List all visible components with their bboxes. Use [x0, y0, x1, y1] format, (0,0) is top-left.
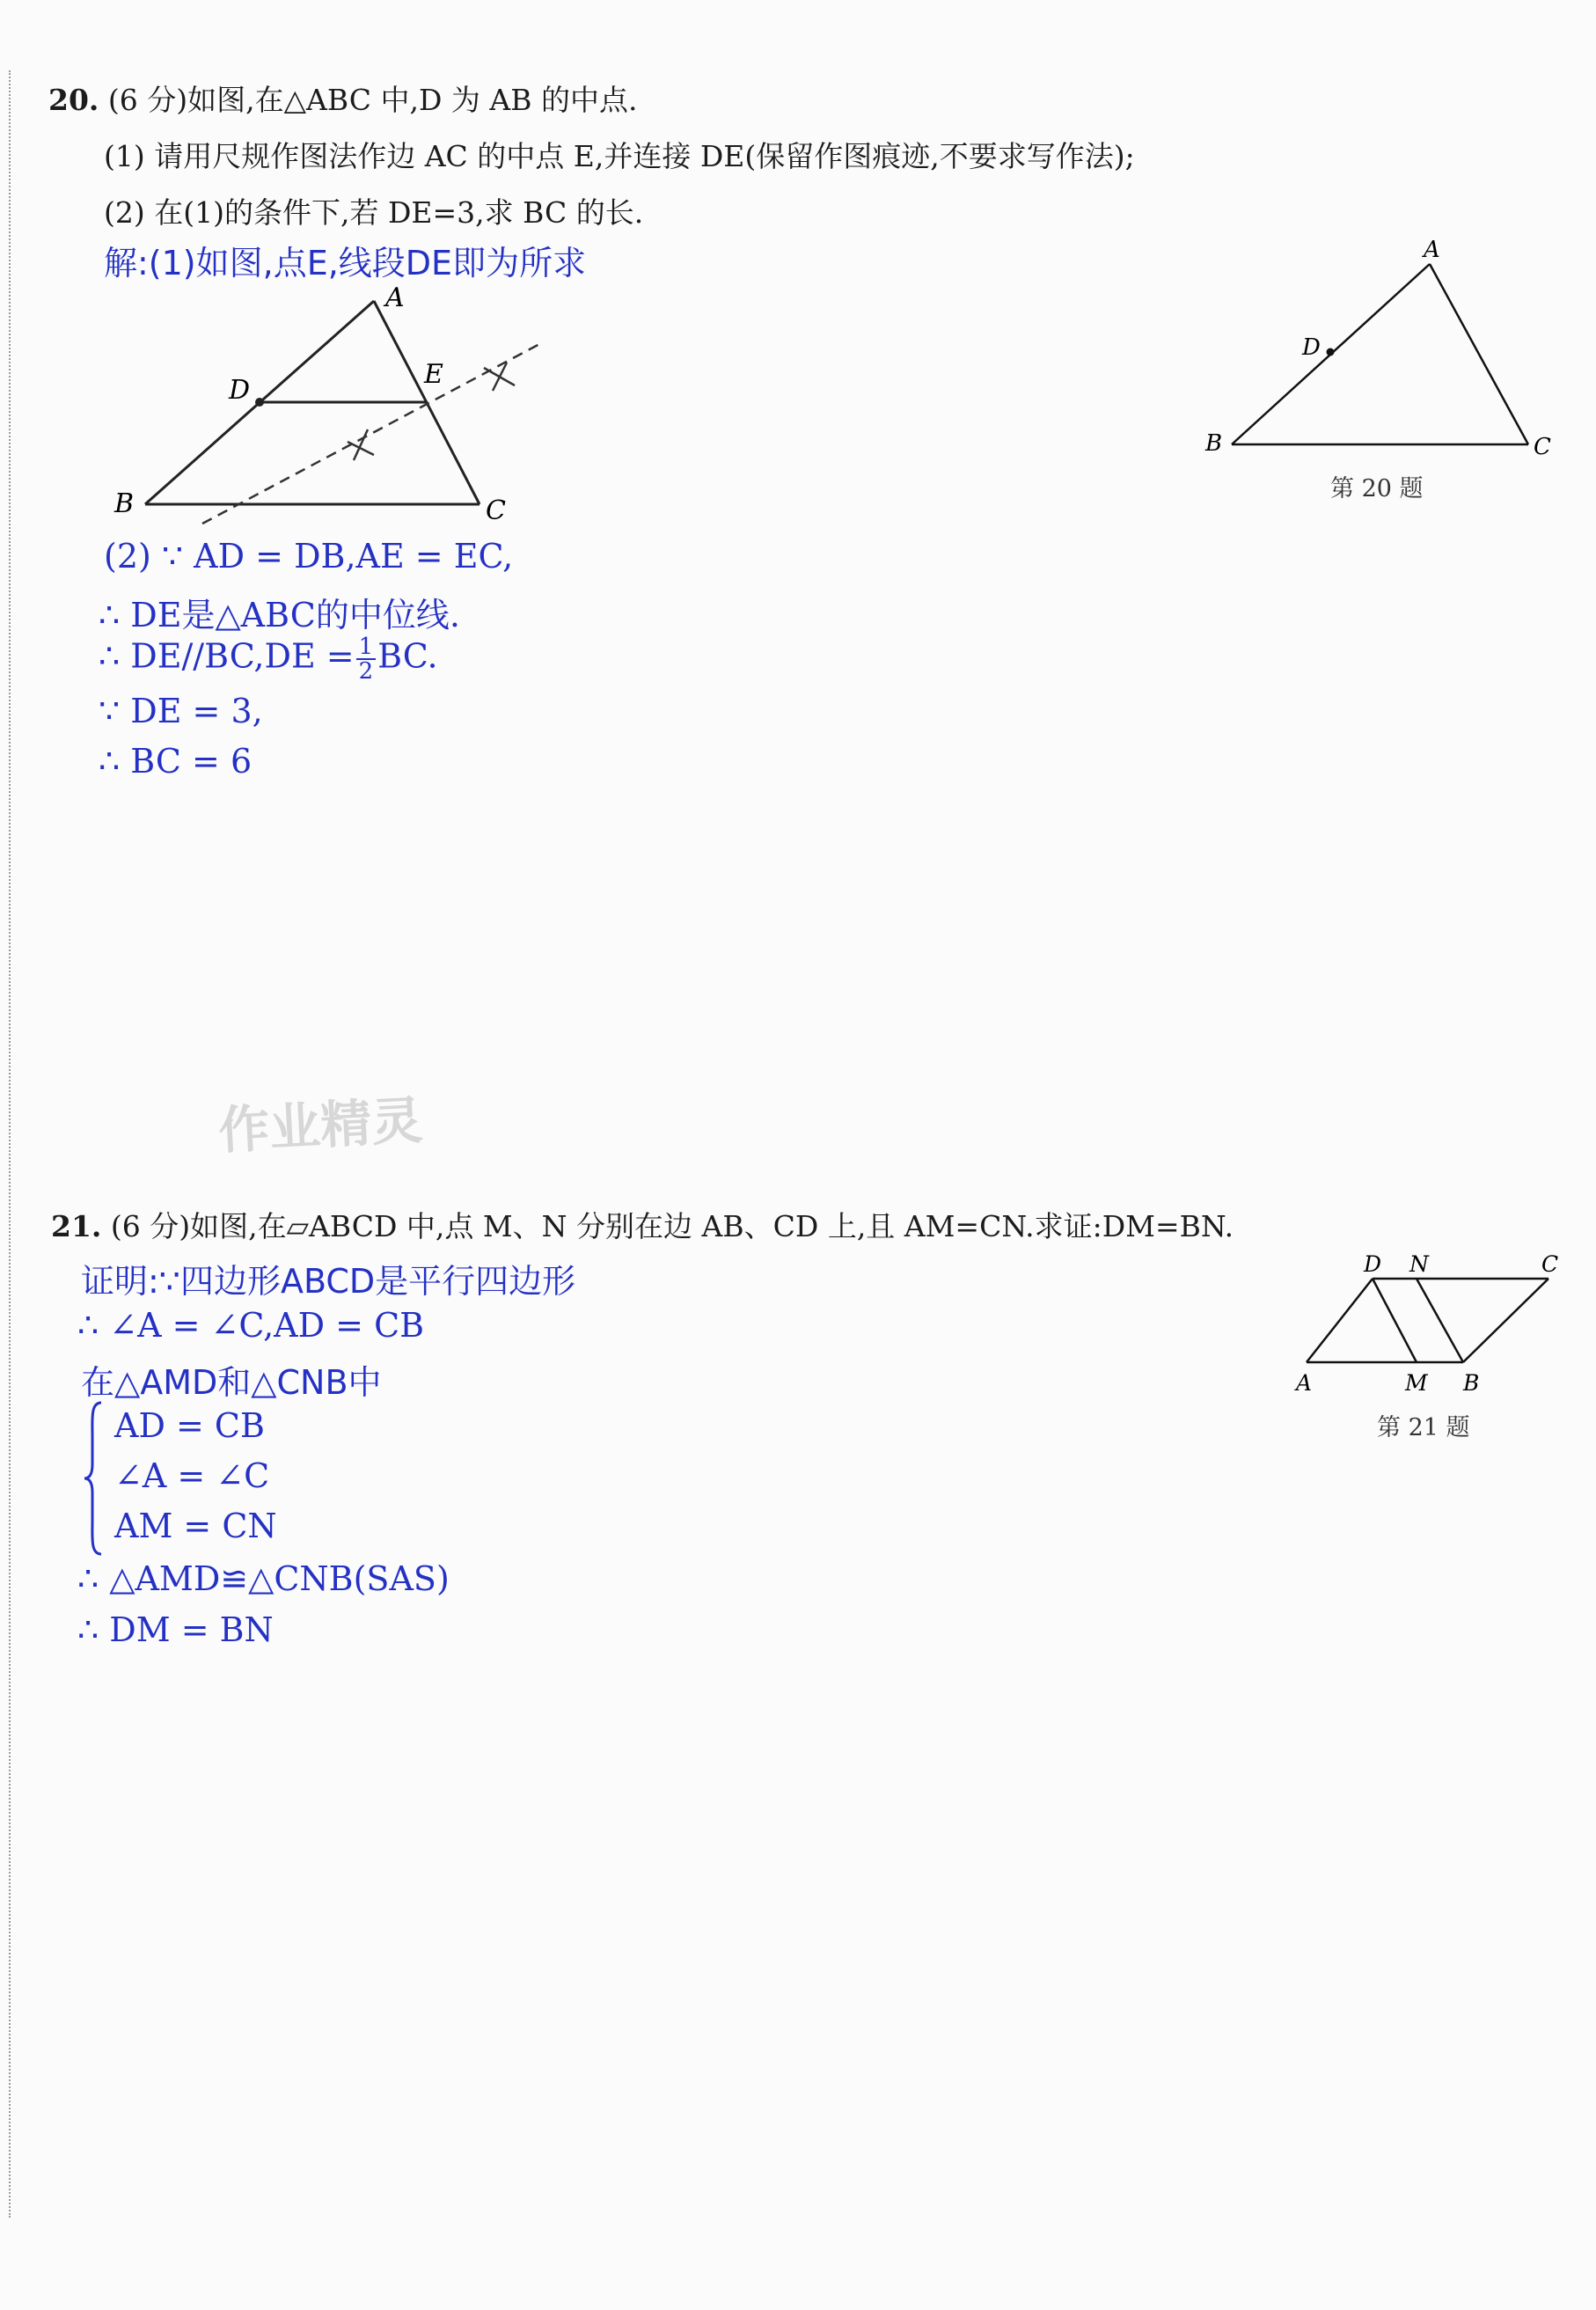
q20-number: 20. — [48, 83, 99, 117]
fraction-numerator: 1 — [356, 635, 377, 660]
q21-stem-text: (6 分)如图,在▱ABCD 中,点 M、N 分别在边 AB、CD 上,且 AM=CN.求证:DM=BN. — [110, 1209, 1234, 1243]
fig21-segment-nb — [1417, 1279, 1463, 1362]
q21-figure-caption: 第 21 题 — [1377, 1414, 1470, 1441]
q21-answer-line5: ∴ DM = BN — [77, 1610, 274, 1649]
q20-stem-text: (6 分)如图,在△ABC 中,D 为 AB 的中点. — [107, 83, 638, 117]
sketch-label-c: C — [486, 495, 506, 526]
fig21-side-ad — [1307, 1279, 1373, 1362]
q20-answer-line4-a: ∴ DE//BC,DE = — [99, 636, 355, 676]
q20-answer-line6: ∴ BC = 6 — [99, 742, 253, 781]
system-brace — [84, 1401, 103, 1556]
fig21-label-d: D — [1364, 1251, 1382, 1277]
q21-system-eq3: AM = CN — [114, 1507, 277, 1545]
q21-answer-line1: 证明:∵四边形ABCD是平行四边形 — [81, 1262, 576, 1301]
sketch-label-b: B — [114, 488, 135, 519]
fig20-label-c: C — [1534, 434, 1551, 460]
sketch-arc-mark-lower — [348, 429, 374, 460]
q21-system-eq1: AD = CB — [114, 1406, 265, 1445]
sketch-arc-mark-upper — [484, 363, 515, 391]
q21-answer-line3: 在△AMD和△CNB中 — [81, 1363, 382, 1402]
q21-stem — [51, 1204, 1234, 1245]
q20-figure — [1197, 238, 1566, 466]
sketch-label-d: D — [229, 375, 251, 406]
q20-answer-line5: ∵ DE = 3, — [99, 692, 263, 730]
fig21-label-b: B — [1463, 1370, 1480, 1396]
q20-figure-caption: 第 20 题 — [1330, 475, 1424, 502]
binding-margin-line — [9, 70, 11, 2218]
fig20-side-ac — [1430, 264, 1528, 444]
q20-answer-line2: (2) ∵ AD = DB,AE = EC, — [104, 537, 514, 576]
fig21-side-bc — [1463, 1279, 1548, 1362]
sketch-label-a: A — [385, 282, 405, 313]
fig21-label-m: M — [1405, 1370, 1428, 1396]
q20-part1: (1) 请用尺规作图法作边 AC 的中点 E,并连接 DE(保留作图痕迹,不要求写作法); — [104, 139, 1135, 173]
q21-figure — [1280, 1245, 1570, 1399]
fraction-one-half — [356, 635, 377, 683]
fig20-label-b: B — [1205, 430, 1223, 457]
fig21-segment-dm — [1373, 1279, 1417, 1362]
fig21-label-c: C — [1541, 1251, 1559, 1277]
q20-part2: (2) 在(1)的条件下,若 DE=3,求 BC 的长. — [104, 195, 644, 230]
q20-answer-line4 — [99, 635, 438, 683]
q21-system-eq2: ∠A = ∠C — [114, 1456, 270, 1495]
watermark: 作业精灵 — [216, 1089, 424, 1162]
fig21-label-a: A — [1296, 1370, 1313, 1396]
fig20-point-d — [1327, 348, 1335, 356]
q20-answer-line4-b: BC. — [377, 636, 438, 676]
q20-answer-line1: 解:(1)如图,点E,线段DE即为所求 — [104, 244, 587, 282]
sketch-label-e: E — [424, 359, 443, 390]
fig20-label-a: A — [1424, 238, 1440, 263]
fig21-label-n: N — [1409, 1251, 1429, 1277]
q20-construction-sketch — [106, 282, 563, 537]
q20-stem — [48, 77, 637, 119]
fraction-denominator: 2 — [358, 658, 374, 685]
q21-answer-line4: ∴ △AMD≌△CNB(SAS) — [77, 1559, 450, 1598]
q21-answer-line2: ∴ ∠A = ∠C,AD = CB — [77, 1306, 425, 1345]
sketch-point-d — [255, 398, 264, 407]
fig20-label-d: D — [1302, 334, 1321, 361]
q21-number: 21. — [51, 1209, 102, 1243]
q20-answer-line3: ∴ DE是△ABC的中位线. — [99, 596, 460, 634]
